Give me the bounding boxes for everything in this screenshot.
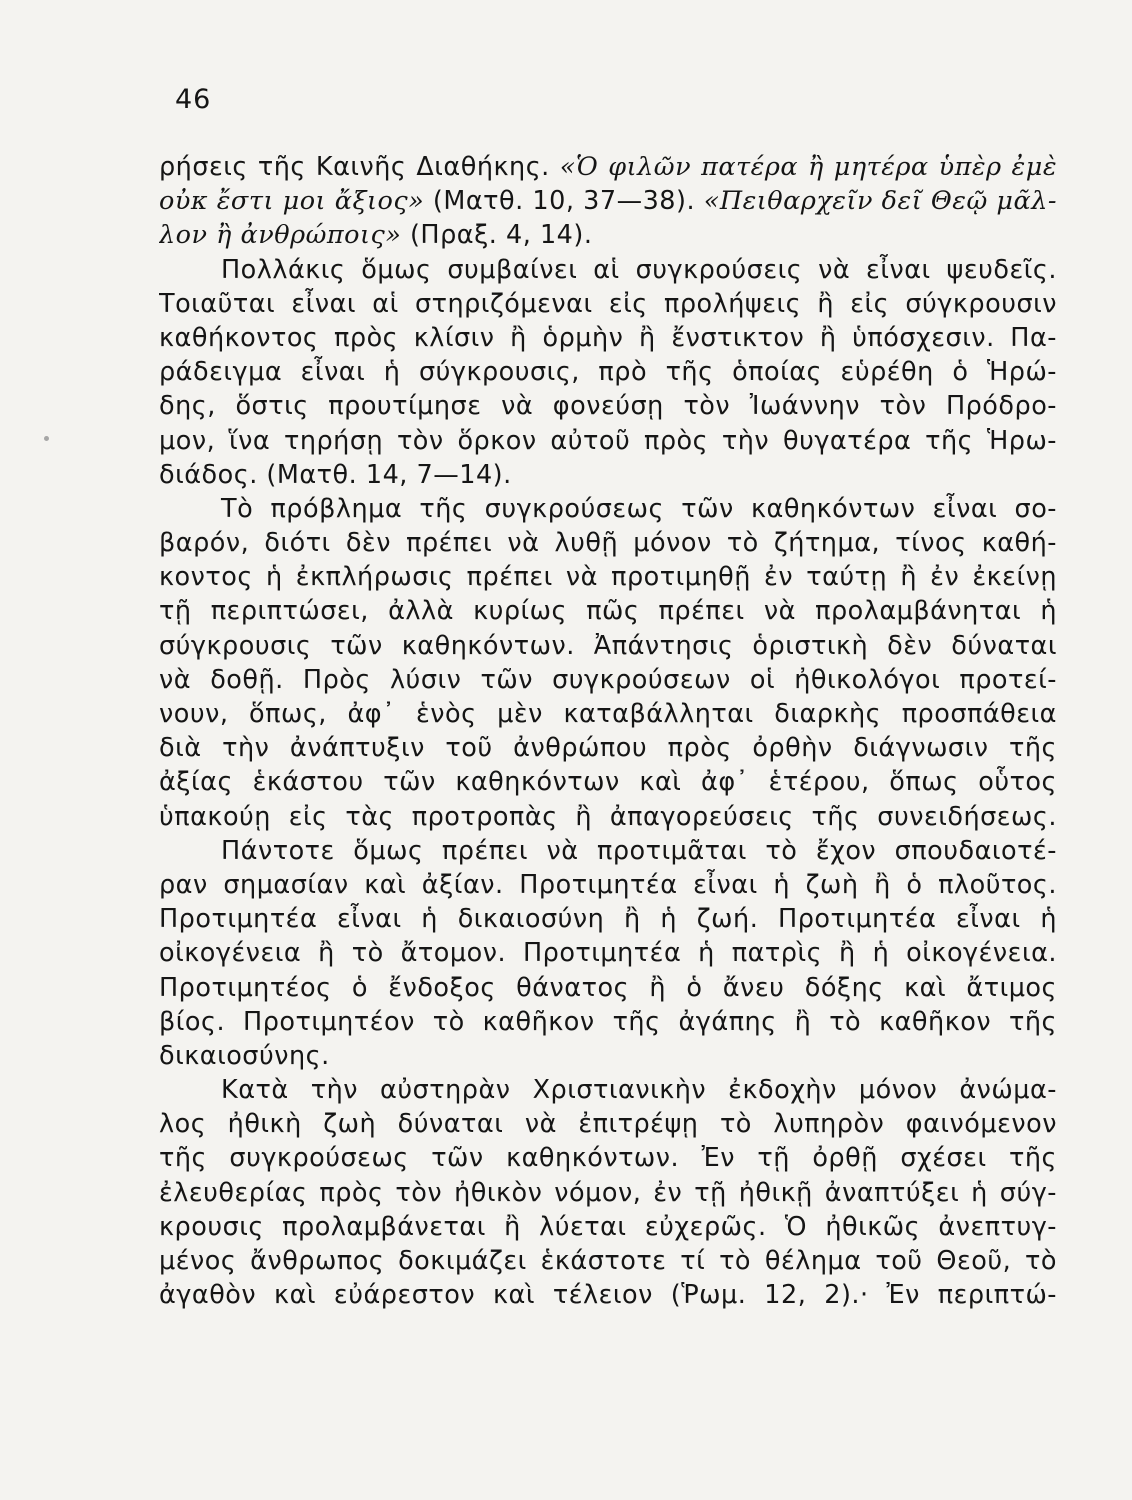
text-line [159,150,1057,184]
text-line: Τὸ πρόβλημα τῆς συγκρούσεως τῶν καθηκόντων εἶναι σο- [221,493,1057,524]
text-line: μένος ἄνθρωπος δοκιμάζει ἑκάστοτε τί τὸ θέλημα τοῦ Θεοῦ, τὸ [159,1246,1057,1276]
scripture-quote: λον ἢ ἀνθρώποις» [159,220,402,251]
body-text [159,150,1057,1312]
text-line: οἰκογένεια ἢ τὸ ἄτομον. Προτιμητέα ἡ πατρὶς ἢ ἡ οἰκογένεια. [159,938,1057,969]
text-line: Πάντοτε ὅμως πρέπει νὰ προτιμᾶται τὸ ἔχον σπουδαιοτέ- [221,835,1057,866]
text-line: καθήκοντος πρὸς κλίσιν ἢ ὁρμὴν ἢ ἔνστικτον ἢ ὑπόσχεσιν. Πα- [159,322,1057,353]
text-line: Πολλάκις ὅμως συμβαίνει αἱ συγκρούσεις νὰ εἶναι ψευδεῖς. [221,254,1057,285]
text-line: τῇ περιπτώσει, ἀλλὰ κυρίως πῶς πρέπει νὰ προλαμβάνηται ἡ [159,596,1057,627]
text-line [159,218,1057,252]
text-line: Κατὰ τὴν αὐστηρὰν Χριστιανικὴν ἐκδοχὴν μόνον ἀνώμα- [221,1075,1057,1106]
text-line: δης, ὅστις προυτίμησε νὰ φονεύσῃ τὸν Ἰωάννην τὸν Πρόδρο- [159,391,1057,422]
text-line: μον, ἵνα τηρήσῃ τὸν ὅρκον αὐτοῦ πρὸς τὴν θυγατέρα τῆς Ἡρω- [159,425,1057,456]
page-number: 46 [175,84,212,115]
scan-speck [44,436,49,441]
text-line: διάδος. (Ματθ. 14, 7—14). [159,459,512,490]
text-line: σύγκρουσις τῶν καθηκόντων. Ἀπάντησις ὁριστικὴ δὲν δύναται [159,630,1057,661]
text-line: ἐλευθερίας πρὸς τὸν ἠθικὸν νόμον, ἐν τῇ ἠθικῇ ἀναπτύξει ἡ σύγ- [159,1177,1057,1208]
text-line: ὑπακούῃ εἰς τὰς προτροπὰς ἢ ἀπαγορεύσεις τῆς συνειδήσεως. [159,801,1057,832]
scripture-quote: «Πειθαρχεῖν δεῖ Θεῷ μᾶλ- [703,186,1057,217]
scripture-quote: οὐκ ἔστι μοι ἄξιος» [159,186,425,217]
text-line: ραν σημασίαν καὶ ἀξίαν. Προτιμητέα εἶναι ἡ ζωὴ ἢ ὁ πλοῦτος. [159,869,1057,900]
text-line: Τοιαῦται εἶναι αἱ στηριζόμεναι εἰς προλήψεις ἢ εἰς σύγκρουσιν [159,288,1057,319]
text-line: βίος. Προτιμητέον τὸ καθῆκον τῆς ἀγάπης ἢ τὸ καθῆκον τῆς [159,1006,1057,1037]
text-line: κρουσις προλαμβάνεται ἢ λύεται εὐχερῶς. Ὁ ἠθικῶς ἀνεπτυγ- [159,1211,1057,1242]
text-line: Προτιμητέα εἶναι ἡ δικαιοσύνη ἢ ἡ ζωή. Προτιμητέα εἶναι ἡ [159,904,1057,935]
text-line: βαρόν, διότι δὲν πρέπει νὰ λυθῇ μόνον τὸ ζήτημα, τίνος καθή- [159,528,1057,559]
text-line: νουν, ὅπως, ἀφ᾽ ἑνὸς μὲν καταβάλληται διαρκὴς προσπάθεια [159,699,1057,729]
text-line: τῆς συγκρούσεως τῶν καθηκόντων. Ἐν τῇ ὀρθῇ σχέσει τῆς [159,1143,1057,1174]
line-segment: (Πραξ. 4, 14). [401,220,593,251]
text-line: Προτιμητέος ὁ ἔνδοξος θάνατος ἢ ὁ ἄνευ δόξης καὶ ἄτιμος [159,972,1057,1003]
text-line: νὰ δοθῇ. Πρὸς λύσιν τῶν συγκρούσεων οἱ ἠθικολόγοι προτεί- [159,664,1057,695]
text-line: λος ἠθικὴ ζωὴ δύναται νὰ ἐπιτρέψῃ τὸ λυπηρὸν φαινόμενον [159,1109,1057,1140]
scripture-quote: «Ὁ φιλῶν πατέρα ἢ μητέρα ὑπὲρ ἐμὲ [559,152,1057,182]
text-line: ράδειγμα εἶναι ἡ σύγκρουσις, πρὸ τῆς ὁποίας εὑρέθη ὁ Ἡρώ- [159,357,1057,388]
text-line: δικαιοσύνης. [159,1040,330,1071]
text-line: διὰ τὴν ἀνάπτυξιν τοῦ ἀνθρώπου πρὸς ὀρθὴν διάγνωσιν τῆς [159,733,1057,764]
text-line: κοντος ἡ ἐκπλήρωσις πρέπει νὰ προτιμηθῇ ἐν ταύτῃ ἢ ἐν ἐκείνῃ [159,562,1057,593]
text-line [159,184,1057,218]
text-line: ἀγαθὸν καὶ εὐάρεστον καὶ τέλειον (Ῥωμ. 12, 2).· Ἐν περιπτώ- [159,1280,1057,1311]
text-line: ἀξίας ἑκάστου τῶν καθηκόντων καὶ ἀφ᾽ ἑτέρου, ὅπως οὗτος [159,767,1057,798]
line-segment: ρήσεις τῆς Καινῆς Διαθήκης. [159,152,560,182]
line-segment: (Ματθ. 10, 37—38). [424,186,704,217]
